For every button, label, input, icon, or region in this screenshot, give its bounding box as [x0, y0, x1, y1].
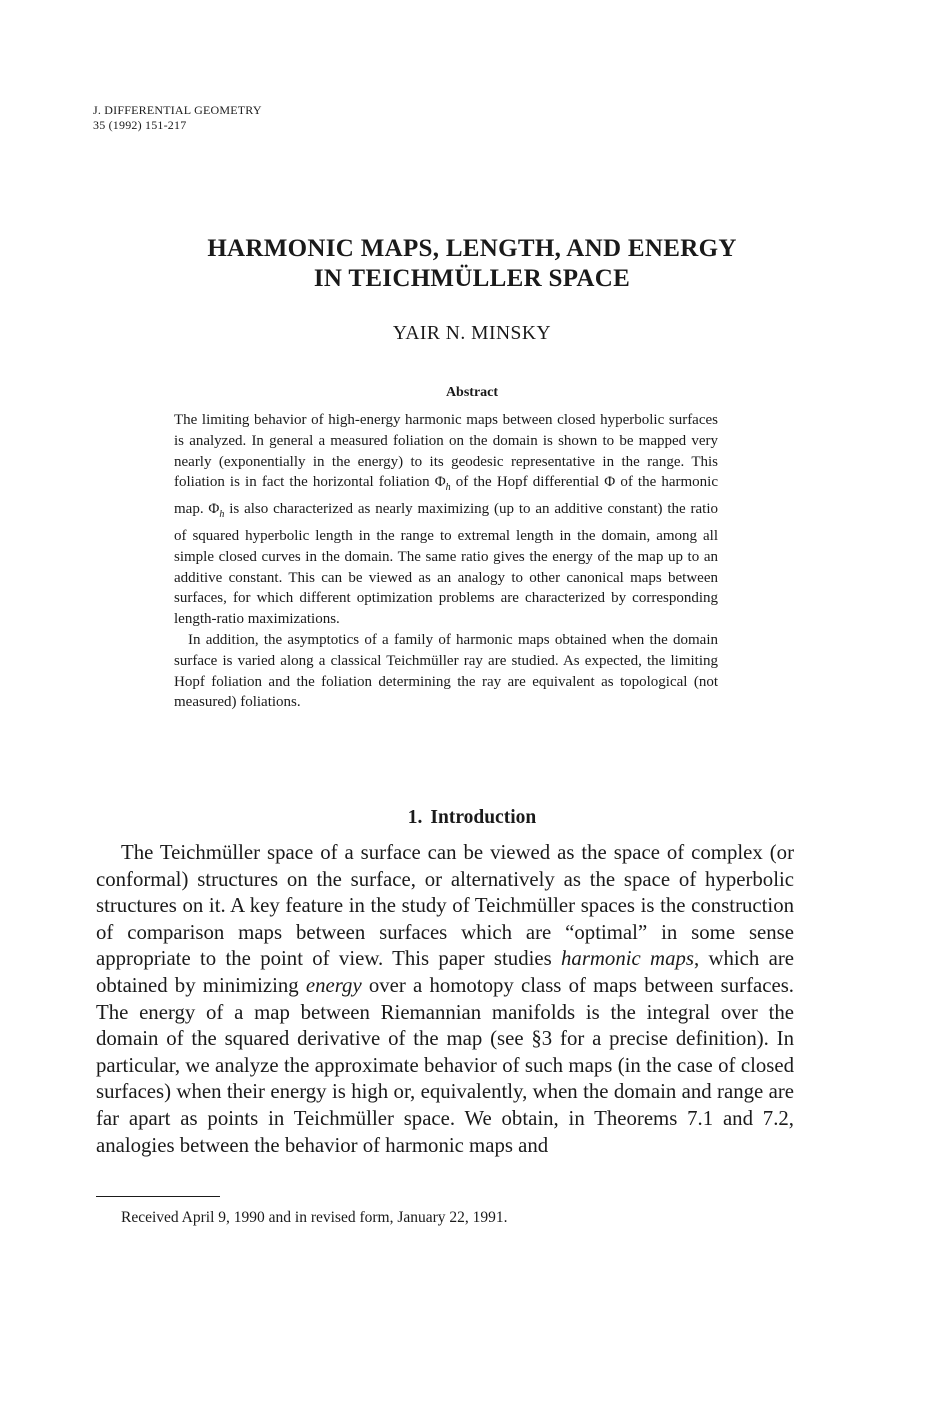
section-title: Introduction: [430, 807, 537, 828]
abstract-text: of the harmonic map.: [174, 474, 718, 518]
abstract-paragraph-2: In addition, the asymptotics of a family of harmonic maps obtained when the domain surface is varied along a classical Teichmüller ray are studied. As expected, the limiting Hopf foliation and the foliation determining the ray are equivalent as topological (not measured) foliations.: [174, 631, 718, 711]
journal-name: J. DIFFERENTIAL GEOMETRY: [93, 103, 262, 117]
abstract-paragraph-1: [174, 410, 718, 630]
abstract-text: is also characterized as nearly maximizing (up to an additive constant) the ratio of squared hyperbolic length in the range to extremal length in the domain, among all simple closed curves in the domain. The same ratio gives the energy of the map up to an additive constant. This can be viewed as an analogy to other canonical maps between surfaces, for which different optimization problems are characterized by corresponding length-ratio maximizations.: [174, 501, 718, 628]
abstract-heading: Abstract: [445, 385, 499, 400]
footnote: Received April 9, 1990 and in revised form, January 22, 1991.: [121, 1209, 508, 1226]
abstract-body: [174, 410, 718, 713]
footnote-rule: [96, 1196, 220, 1197]
intro-text: , which are obtained by minimizing: [96, 947, 794, 997]
journal-header: [93, 103, 262, 133]
section-number: 1.: [407, 807, 423, 828]
journal-volume-pages: 35 (1992) 151-217: [93, 118, 187, 132]
section-heading: [100, 807, 844, 829]
abstract-text: of the Hopf differential: [450, 474, 605, 491]
paper-title-line-2: IN TEICHMÜLLER SPACE: [313, 265, 631, 292]
intro-text: The Teichmüller space of a surface can be viewed as the space of complex (or conformal) structures on the surface, or alternatively as the space of hyperbolic structures on it. A key feature in the study of Teichmüller spaces is the construction of comparison maps between surfaces which are “optimal” in some sense appropriate to the point of view. This paper studies: [96, 841, 794, 971]
introduction-body: [96, 840, 794, 1159]
abstract-text: The limiting behavior of high-energy harmonic maps between closed hyperbolic surfaces is analyzed. In general a measured foliation on the domain is shown to be mapped very nearly (exponentially in the energy) to its geodesic representative in the range. This foliation is in fact the horizontal foliation: [174, 412, 718, 491]
intro-text: over a homotopy class of maps between surfaces. The energy of a map between Riemannian manifolds is the integral over the domain of the squared derivative of the map (see §3 for a precise definition). In particular, we analyze the approximate behavior of such maps (in the case of closed surfaces) when their energy is high or, equivalently, when the domain and range are far apart as points in Teichmüller space. We obtain, in Theorems 7.1 and 7.2, analogies between the behavior of harmonic maps and: [96, 973, 794, 1157]
intro-emphasis: harmonic maps: [561, 947, 694, 971]
phi-symbol: Φ: [604, 474, 616, 491]
intro-paragraph: [96, 840, 794, 1159]
paper-title-line-1: HARMONIC MAPS, LENGTH, AND ENERGY: [207, 235, 737, 262]
intro-emphasis: energy: [305, 973, 362, 997]
subscript-h: h: [219, 509, 225, 521]
phi-symbol: Φ: [434, 474, 446, 491]
phi-symbol: Φ: [208, 501, 220, 518]
subscript-h: h: [445, 482, 451, 494]
author-name: YAIR N. MINSKY: [392, 323, 552, 344]
